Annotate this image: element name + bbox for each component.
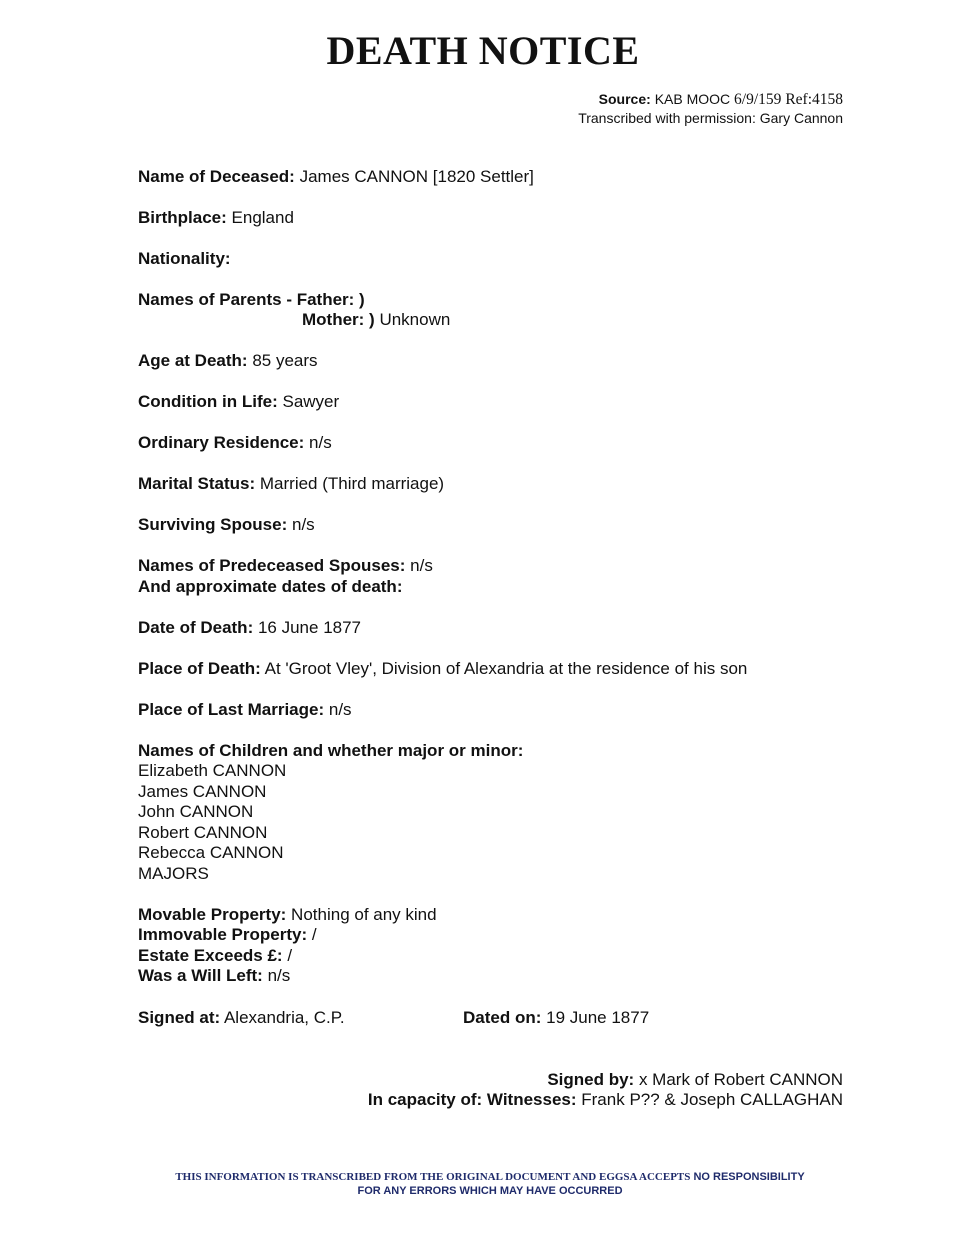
predeceased-value: n/s (410, 556, 433, 575)
marital-label: Marital Status: (138, 474, 256, 493)
child-list-item: Robert CANNON (138, 823, 268, 842)
signed-at-label: Signed at: (138, 1008, 221, 1027)
age-value: 85 years (252, 351, 318, 370)
disclaimer-sans-text: NO RESPONSIBILITY (693, 1171, 805, 1183)
mother-label: Mother: ) (302, 310, 375, 329)
condition-value: Sawyer (282, 392, 340, 411)
date-death-value: 16 June 1877 (257, 618, 362, 637)
signed-by-label: Signed by: (547, 1070, 635, 1089)
transcribed-line: Transcribed with permission: Gary Cannon (578, 110, 843, 126)
spouse-value: n/s (291, 515, 315, 534)
deceased-label: Name of Deceased: (138, 167, 295, 186)
will-value: n/s (267, 966, 291, 985)
field-marital (138, 474, 444, 494)
marital-value: Married (Third marriage) (259, 474, 445, 493)
age-label: Age at Death: (138, 351, 248, 370)
source-label: Source: (598, 91, 651, 107)
field-place-of-death (138, 659, 747, 679)
child-list-item: John CANNON (138, 802, 254, 821)
capacity-label: In capacity of: (367, 1090, 483, 1109)
signed-at-value: Alexandria, C.P. (223, 1008, 345, 1027)
immovable-value: / (311, 925, 317, 944)
birthplace-value: England (231, 208, 294, 227)
field-mother (302, 310, 450, 330)
children-status: MAJORS (138, 864, 209, 883)
predeceased-label: Names of Predeceased Spouses: (138, 556, 406, 575)
disclaimer-line-2: FOR ANY ERRORS WHICH MAY HAVE OCCURRED (357, 1185, 623, 1197)
source-ref-number: 4158 (812, 91, 843, 108)
field-movable (138, 905, 437, 925)
last-marriage-label: Place of Last Marriage: (138, 700, 325, 719)
field-birthplace (138, 208, 294, 228)
birthplace-label: Birthplace: (138, 208, 227, 227)
field-predeceased (138, 556, 433, 576)
date-death-label: Date of Death: (138, 618, 254, 637)
residence-label: Ordinary Residence: (138, 433, 305, 452)
field-approx-dates (138, 577, 402, 597)
field-signed-at (138, 1008, 345, 1028)
signed-by-value: x Mark of Robert CANNON (638, 1070, 843, 1089)
field-nationality (138, 249, 231, 269)
field-capacity (368, 1090, 843, 1110)
disclaimer-line-1 (0, 1170, 966, 1184)
field-estate (138, 946, 292, 966)
immovable-label: Immovable Property: (138, 925, 308, 944)
field-last-marriage (138, 700, 352, 720)
source-block (578, 90, 843, 128)
source-ref-label: Ref: (785, 91, 812, 108)
source-line (578, 90, 843, 109)
field-spouse (138, 515, 315, 535)
field-children (138, 741, 523, 761)
field-condition (138, 392, 339, 412)
source-ref-code: 6/9/159 (734, 91, 782, 108)
nationality-label: Nationality: (138, 249, 231, 268)
estate-value: / (287, 946, 293, 965)
children-label: Names of Children and whether major or minor: (138, 741, 524, 760)
child-list-item: Rebecca CANNON (138, 843, 284, 862)
field-dated-on (463, 1008, 649, 1028)
place-death-value: At 'Groot Vley', Division of Alexandria at the residence of his son (264, 659, 748, 678)
last-marriage-value: n/s (328, 700, 352, 719)
dated-value: 19 June 1877 (546, 1008, 650, 1027)
field-residence (138, 433, 332, 453)
field-will (138, 966, 290, 986)
field-signed-by (547, 1070, 843, 1090)
disclaimer-footer (0, 1170, 966, 1198)
spouse-label: Surviving Spouse: (138, 515, 288, 534)
movable-label: Movable Property: (138, 905, 287, 924)
capacity-value-label: Witnesses: (486, 1090, 577, 1109)
source-archive: KAB MOOC (654, 91, 731, 107)
estate-label: Estate Exceeds £: (138, 946, 283, 965)
movable-value: Nothing of any kind (291, 905, 437, 924)
residence-value: n/s (309, 433, 332, 452)
child-list-item: Elizabeth CANNON (138, 761, 287, 780)
field-deceased (138, 167, 534, 187)
field-age (138, 351, 318, 371)
document-title: DEATH NOTICE (326, 28, 640, 73)
disclaimer-serif-text: THIS INFORMATION IS TRANSCRIBED FROM THE ORIGINAL DOCUMENT AND EGGSA ACCEPTS (175, 1171, 691, 1183)
field-date-of-death (138, 618, 361, 638)
condition-label: Condition in Life: (138, 392, 278, 411)
capacity-value: Frank P?? & Joseph CALLAGHAN (581, 1090, 843, 1109)
approx-label: And approximate dates of death: (138, 577, 403, 596)
field-parents (138, 290, 365, 310)
place-death-label: Place of Death: (138, 659, 261, 678)
mother-value: Unknown (379, 310, 451, 329)
will-label: Was a Will Left: (138, 966, 263, 985)
child-list-item: James CANNON (138, 782, 267, 801)
field-immovable (138, 925, 317, 945)
dated-label: Dated on: (463, 1008, 542, 1027)
deceased-value: James CANNON [1820 Settler] (299, 167, 534, 186)
parents-label: Names of Parents - Father: ) (138, 290, 365, 309)
